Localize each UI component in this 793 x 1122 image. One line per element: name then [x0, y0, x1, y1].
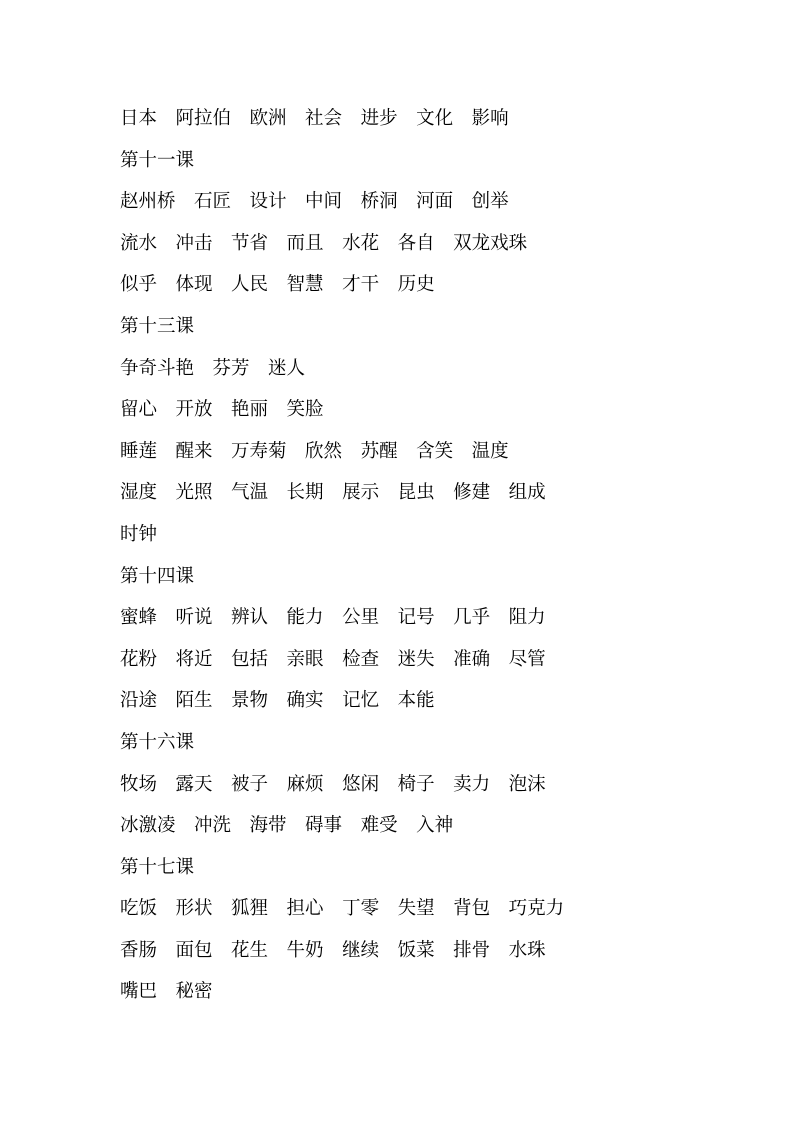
vocabulary-word: 苏醒 [360, 440, 398, 462]
vocabulary-word: 继续 [342, 939, 380, 961]
vocabulary-word: 泡沫 [508, 773, 546, 795]
vocabulary-line [120, 348, 740, 390]
vocabulary-word: 组成 [508, 482, 546, 504]
vocabulary-word: 沿途 [120, 690, 158, 712]
lesson-heading [120, 847, 740, 889]
vocabulary-word: 冰激凌 [120, 815, 176, 837]
vocabulary-word: 设计 [249, 191, 287, 213]
vocabulary-word: 文化 [416, 108, 454, 129]
vocabulary-word: 社会 [305, 108, 343, 129]
vocabulary-word: 水花 [342, 232, 380, 254]
vocabulary-line [120, 597, 740, 639]
vocabulary-word: 巧克力 [508, 898, 565, 920]
vocabulary-word: 阿拉伯 [175, 108, 232, 129]
vocabulary-line [120, 514, 740, 556]
vocabulary-word: 椅子 [397, 773, 435, 795]
vocabulary-word: 包括 [231, 648, 269, 670]
vocabulary-word: 碍事 [305, 815, 343, 837]
vocabulary-word: 笑脸 [286, 399, 324, 421]
vocabulary-word: 尽管 [508, 648, 546, 670]
vocabulary-word: 展示 [342, 482, 380, 504]
lesson-title: 第十六课 [120, 731, 195, 753]
vocabulary-word: 狐狸 [231, 898, 269, 920]
vocabulary-word: 入神 [416, 815, 454, 837]
document-page [120, 98, 740, 1013]
vocabulary-word: 准确 [453, 648, 491, 670]
vocabulary-word: 留心 [120, 399, 158, 421]
vocabulary-word: 温度 [471, 440, 509, 462]
vocabulary-word: 香肠 [120, 939, 158, 961]
vocabulary-word: 欣然 [305, 440, 343, 462]
vocabulary-word: 万寿菊 [231, 440, 287, 462]
lesson-title: 第十三课 [120, 315, 195, 337]
vocabulary-word: 悠闲 [342, 773, 380, 795]
vocabulary-word: 辨认 [231, 607, 269, 629]
vocabulary-word: 河面 [416, 191, 454, 213]
vocabulary-word: 陌生 [175, 690, 213, 712]
vocabulary-word: 卖力 [453, 773, 491, 795]
vocabulary-word: 桥洞 [360, 191, 398, 213]
vocabulary-line [120, 764, 740, 806]
vocabulary-line [120, 639, 740, 681]
vocabulary-word: 景物 [231, 690, 269, 712]
vocabulary-word: 记忆 [342, 690, 380, 712]
vocabulary-line [120, 98, 740, 140]
vocabulary-word: 公里 [342, 607, 380, 629]
vocabulary-word: 阻力 [508, 607, 546, 629]
vocabulary-word: 智慧 [286, 274, 324, 296]
vocabulary-word: 创举 [471, 191, 509, 213]
vocabulary-word: 而且 [286, 232, 324, 254]
vocabulary-line [120, 805, 740, 847]
vocabulary-line [120, 971, 740, 1013]
vocabulary-word: 检查 [342, 648, 380, 670]
vocabulary-word: 海带 [249, 815, 287, 837]
vocabulary-line [120, 888, 740, 930]
vocabulary-word: 能力 [286, 607, 324, 629]
vocabulary-line [120, 680, 740, 722]
vocabulary-word: 时钟 [120, 523, 158, 545]
vocabulary-word: 人民 [231, 274, 269, 296]
vocabulary-word: 丁零 [342, 898, 380, 920]
vocabulary-word: 艳丽 [231, 399, 269, 421]
vocabulary-line [120, 431, 740, 473]
vocabulary-word: 迷人 [268, 357, 306, 379]
vocabulary-word: 气温 [231, 482, 269, 504]
vocabulary-word: 花粉 [120, 648, 158, 670]
vocabulary-word: 昆虫 [397, 482, 435, 504]
vocabulary-word: 长期 [286, 482, 324, 504]
vocabulary-word: 双龙戏珠 [453, 232, 528, 254]
vocabulary-word: 水珠 [508, 939, 546, 961]
vocabulary-word: 日本 [120, 108, 158, 129]
lesson-heading [120, 140, 740, 182]
vocabulary-word: 冲击 [175, 232, 213, 254]
vocabulary-word: 麻烦 [286, 773, 324, 795]
vocabulary-word: 花生 [231, 939, 269, 961]
vocabulary-word: 将近 [175, 648, 213, 670]
vocabulary-line [120, 223, 740, 265]
vocabulary-word: 体现 [175, 274, 213, 296]
vocabulary-word: 被子 [231, 773, 269, 795]
vocabulary-word: 背包 [453, 898, 491, 920]
vocabulary-word: 影响 [471, 108, 509, 129]
vocabulary-word: 饭菜 [397, 939, 435, 961]
vocabulary-word: 睡莲 [120, 440, 158, 462]
vocabulary-word: 蜜蜂 [120, 607, 158, 629]
vocabulary-word: 失望 [397, 898, 435, 920]
vocabulary-word: 进步 [360, 108, 398, 129]
vocabulary-word: 石匠 [194, 191, 232, 213]
vocabulary-word: 湿度 [120, 482, 158, 504]
vocabulary-word: 似乎 [120, 274, 158, 296]
vocabulary-word: 亲眼 [286, 648, 324, 670]
vocabulary-word: 记号 [397, 607, 435, 629]
vocabulary-word: 各自 [397, 232, 435, 254]
vocabulary-word: 含笑 [416, 440, 454, 462]
vocabulary-word: 担心 [286, 898, 324, 920]
vocabulary-word: 几乎 [453, 607, 491, 629]
vocabulary-word: 听说 [175, 607, 213, 629]
vocabulary-word: 排骨 [453, 939, 491, 961]
lesson-heading [120, 722, 740, 764]
lesson-title: 第十四课 [120, 565, 195, 587]
vocabulary-line [120, 181, 740, 223]
vocabulary-word: 牧场 [120, 773, 158, 795]
vocabulary-word: 吃饭 [120, 898, 158, 920]
vocabulary-word: 才干 [342, 274, 380, 296]
vocabulary-word: 露天 [175, 773, 213, 795]
vocabulary-word: 流水 [120, 232, 158, 254]
vocabulary-word: 面包 [175, 939, 213, 961]
vocabulary-word: 秘密 [175, 981, 213, 1003]
lesson-title: 第十七课 [120, 856, 195, 878]
vocabulary-line [120, 472, 740, 514]
vocabulary-word: 节省 [231, 232, 269, 254]
vocabulary-line [120, 389, 740, 431]
vocabulary-word: 形状 [175, 898, 213, 920]
vocabulary-word: 醒来 [175, 440, 213, 462]
vocabulary-word: 历史 [397, 274, 435, 296]
vocabulary-line [120, 930, 740, 972]
vocabulary-word: 难受 [360, 815, 398, 837]
vocabulary-word: 牛奶 [286, 939, 324, 961]
vocabulary-word: 迷失 [397, 648, 435, 670]
vocabulary-word: 争奇斗艳 [120, 357, 195, 379]
vocabulary-word: 开放 [175, 399, 213, 421]
vocabulary-word: 本能 [397, 690, 435, 712]
lesson-title: 第十一课 [120, 149, 195, 171]
vocabulary-word: 赵州桥 [120, 191, 176, 213]
vocabulary-word: 确实 [286, 690, 324, 712]
vocabulary-line [120, 264, 740, 306]
vocabulary-word: 中间 [305, 191, 343, 213]
vocabulary-word: 修建 [453, 482, 491, 504]
vocabulary-word: 嘴巴 [120, 981, 158, 1003]
lesson-heading [120, 556, 740, 598]
vocabulary-word: 冲洗 [194, 815, 232, 837]
vocabulary-word: 芬芳 [212, 357, 250, 379]
vocabulary-word: 光照 [175, 482, 213, 504]
vocabulary-word: 欧洲 [249, 108, 287, 129]
lesson-heading [120, 306, 740, 348]
